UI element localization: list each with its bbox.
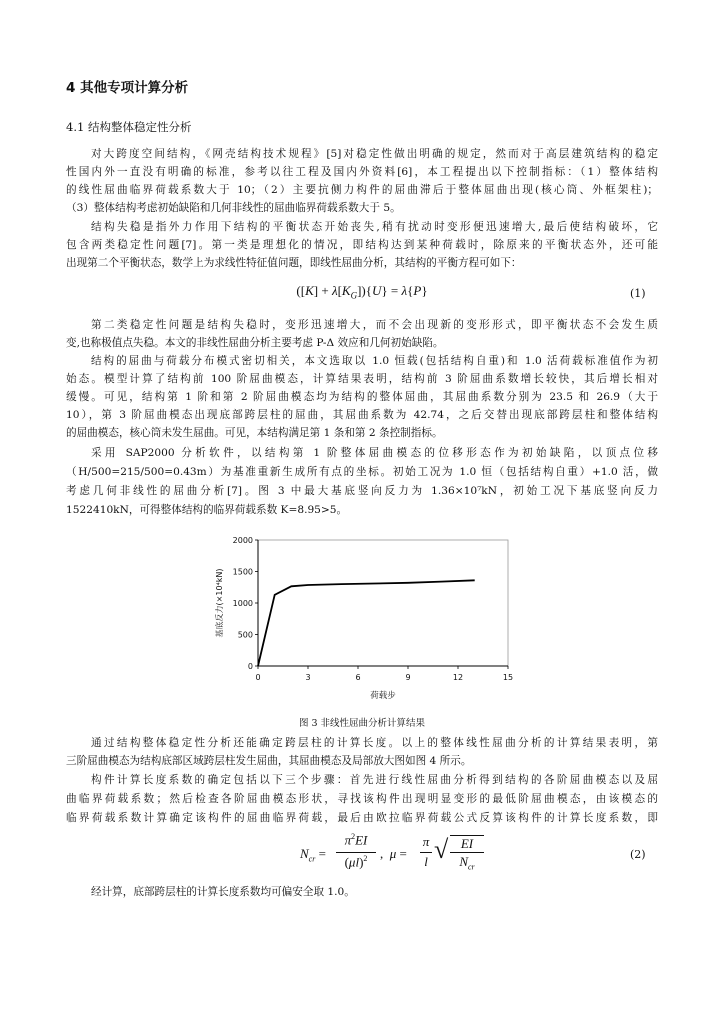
y-axis-label: 基底反力(×10⁴kN): [215, 568, 224, 638]
paragraph-line: 始态。模型计算了结构前 100 阶屈曲模态，计算结果表明，结构前 3 阶屈曲系数增长较快，其后增长相对: [66, 373, 658, 385]
paragraph-line: 结构失稳是指外力作用下结构的平衡状态开始丧失,稍有扰动时变形便迅速增大,最后使结构破坏，它: [91, 221, 658, 233]
x-tick-label: 9: [405, 673, 411, 682]
paragraph-line: 通过结构整体稳定性分析还能确定跨层柱的计算长度。以上的整体线性屈曲分析的计算结果表明，第: [91, 737, 658, 749]
figure-3-chart: [200, 530, 530, 710]
x-tick-label: 12: [452, 673, 464, 682]
paragraph-line: 包含两类稳定性问题[7]。第一类是理想化的情况，即结构达到某种荷载时，除原来的平衡状态外，还可能: [66, 239, 658, 251]
paragraph-line: 采用 SAP2000 分析软件，以结构第 1 阶整体屈曲模态的位移形态作为初始缺陷，以顶点位移: [91, 447, 658, 459]
paragraph-line: 10），第 3 阶屈曲模态出现底部跨层柱的屈曲，其屈曲系数为 42.74，之后交替出现底部跨层柱和整体结构: [66, 409, 658, 421]
equation-1: [0, 283, 724, 301]
x-tick-label: 15: [502, 673, 514, 682]
paragraph-line: 考虑几何非线性的屈曲分析[7]。图 3 中最大基底竖向反力为 1.36×10⁷kN，初始工况下基底竖向反力: [66, 485, 658, 497]
paragraph-line: 缓慢。可见，结构第 1 阶和第 2 阶屈曲模态均为结构的整体屈曲，其屈曲系数分别为 23.5 和 26.9（大于: [66, 391, 658, 403]
y-tick-label: 2000: [232, 536, 253, 545]
x-axis-label: 荷载步: [370, 691, 396, 701]
paragraph-line: 的屈曲模态，核心筒未发生屈曲。可见，本结构满足第 1 条和第 2 条控制指标。: [66, 427, 443, 439]
paragraph-line: 的线性屈曲临界荷载系数大于 10；（2）主要抗侧力构件的屈曲滞后于整体屈曲出现(核心筒、外框架柱)；: [66, 184, 658, 196]
paragraph-line: 性国内外一直没有明确的标准，参考以往工程及国内外资料[6]，本工程提出以下控制指标：（1）整体结构: [66, 166, 658, 178]
x-tick-label: 3: [305, 673, 311, 682]
paragraph-line: 临界荷载系数计算确定该构件的屈曲临界荷载，最后由欧拉临界荷载公式反算该构件的计算长度系数，即: [66, 812, 658, 824]
paragraph-line: （H/500=215/500=0.43m）为基准重新生成所有点的坐标。初始工况为 1.0 恒（包括结构自重）+1.0 活，做: [66, 466, 658, 478]
subsection-title: 4.1 结构整体稳定性分析: [66, 120, 192, 134]
paragraph-line: 曲临界荷载系数；然后检查各阶屈曲模态形状，寻找该构件出现明显变形的最低阶屈曲模态，由该模态的: [66, 793, 658, 805]
x-tick-label: 0: [255, 673, 261, 682]
paragraph-line: 结构的屈曲与荷载分布模式密切相关，本文选取以 1.0 恒载(包括结构自重)和 1.0 活荷载标准值作为初: [91, 355, 658, 367]
paragraph-line: 1522410kN，可得整体结构的临界荷载系数 K=8.95>5。: [66, 504, 348, 516]
equation-2-number: (2): [630, 848, 646, 861]
plot-area-border: [258, 540, 508, 666]
paragraph-line: 对大跨度空间结构，《网壳结构技术规程》[5]对稳定性做出明确的规定，然而对于高层建筑结构的稳定: [91, 148, 658, 160]
paragraph-line: 第二类稳定性问题是结构失稳时，变形迅速增大，而不会出现新的变形形式，即平衡状态不会发生质: [91, 319, 658, 331]
paragraph-line: （3）整体结构考虑初始缺陷和几何非线性的屈曲临界荷载系数大于 5。: [66, 202, 401, 214]
figure-3-caption: 图 3 非线性屈曲分析计算结果: [298, 718, 426, 729]
paragraph-line: 经计算，底部跨层柱的计算长度系数均可偏安全取 1.0。: [91, 886, 355, 898]
y-tick-label: 1000: [232, 599, 253, 608]
paragraph-line: 出现第二个平衡状态，数学上为求线性特征值问题，即线性屈曲分析，其结构的平衡方程可如下：: [66, 257, 522, 269]
x-tick-label: 6: [355, 673, 361, 682]
y-tick-label: 500: [237, 630, 253, 640]
paragraph-line: 三阶屈曲模态为结构底部区域跨层柱发生屈曲，其屈曲模态及局部放大图如图 4 所示。: [66, 755, 472, 767]
paragraph-line: 变,也称极值点失稳。本文的非线性屈曲分析主要考虑 P-Δ 效应和几何初始缺陷。: [66, 337, 444, 349]
series-line: [258, 580, 475, 666]
paragraph-line: 构件计算长度系数的确定包括以下三个步骤：首先进行线性屈曲分析得到结构的各阶屈曲模态以及屈: [91, 774, 658, 786]
equation-1-number: (1): [630, 287, 646, 300]
y-tick-label: 0: [247, 662, 253, 671]
section-title: 4 其他专项计算分析: [66, 80, 189, 96]
equation-1-formula: $([K] + \lambda[K_G])\{U\} = \lambda\{P\}$: [296, 283, 428, 301]
y-tick-label: 1500: [232, 567, 253, 577]
equation-2: $N_{cr}$ = $\pi^2EI$ $(\mu l)^2$ , μ = π l √ EI $N_{cr}$: [300, 832, 500, 876]
